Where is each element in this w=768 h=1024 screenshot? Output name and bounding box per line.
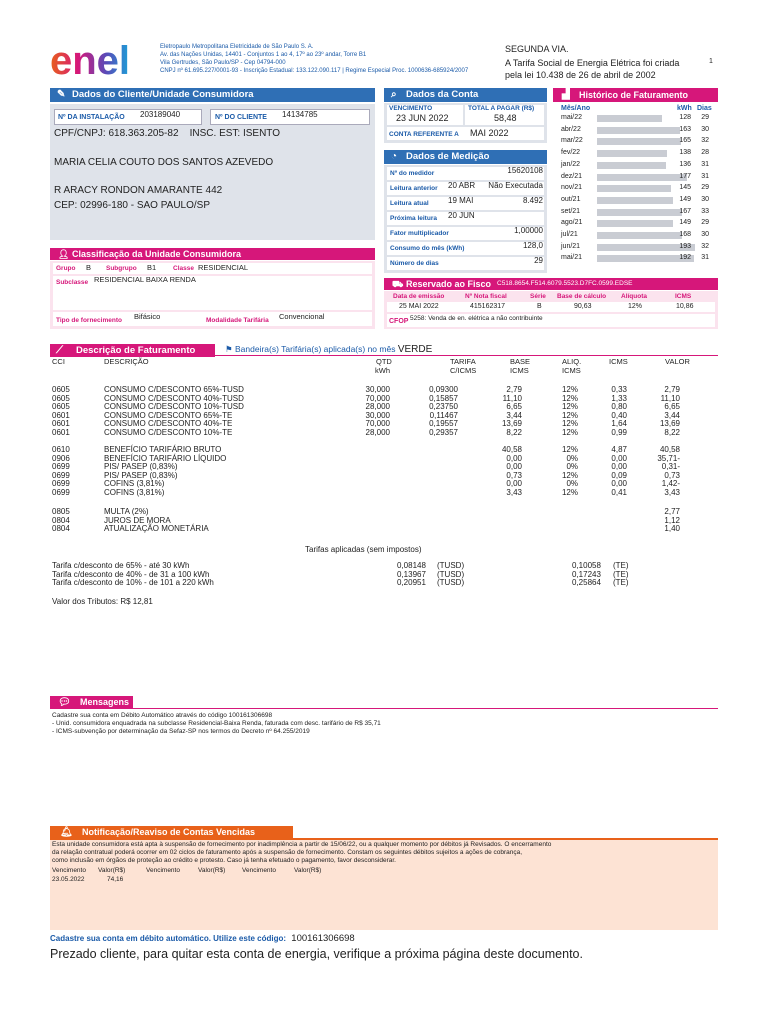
faturamento-cci: 0605 (52, 402, 70, 412)
tarifa-te: 0,10058 (572, 561, 601, 570)
faturamento-desc: MULTA (2%) (104, 507, 149, 516)
faturamento-base: 0,73 (506, 470, 522, 480)
instalacao-value: 203189040 (140, 110, 181, 119)
tarifa-social-note: A Tarifa Social de Energia Elétrica foi criada pela lei 10.438 de 26 de abril de 2002 (505, 58, 680, 80)
faturamento-valor: 0,31- (661, 462, 680, 472)
historico-header: ▟ Histórico de Faturamento (553, 88, 718, 102)
cliente-box (50, 104, 375, 240)
faturamento-icms: 0,80 (611, 402, 627, 412)
trend-icon: ⟋ (56, 345, 63, 356)
mensagens-divider (50, 708, 718, 709)
faturamento-icms: 0,09 (611, 470, 627, 480)
faturamento-cci: 0605 (52, 393, 70, 403)
faturamento-qtd: 28,000 (365, 402, 390, 412)
fisco-hash: C518.8654.F514.6079.5523.D7FC.0599.EDSE (497, 280, 633, 287)
tarifa-desc: Tarifa c/desconto de 10% - de 101 a 220 kWh (52, 578, 214, 588)
user-icon: 👤︎ (58, 249, 70, 259)
cliente-cep: CEP: 02996-180 - SAO PAULO/SP (54, 200, 211, 211)
historico-bar (597, 209, 682, 216)
historico-kwh: 177 (679, 172, 691, 180)
historico-dias: 30 (701, 125, 709, 133)
medicao-row: Consumo do mês (kWh) 128,0 (384, 240, 547, 255)
historico-mes: mar/22 (561, 137, 583, 145)
historico-bar (597, 197, 673, 204)
historico-bar (597, 232, 682, 239)
historico-row (561, 218, 721, 228)
historico-dias: 29 (701, 184, 709, 192)
search-icon: ⌕ (391, 89, 397, 100)
medicao-row: Leitura anterior 20 ABR Não Executada (384, 180, 547, 195)
historico-kwh: 165 (679, 137, 691, 145)
debito-automatico: Cadastre sua conta em débito automático. Utilize este código: 100161306698 (50, 933, 355, 944)
historico-dias: 32 (701, 242, 709, 250)
tarifa-tusd-label: (TUSD) (437, 569, 465, 579)
classificacao-box (50, 261, 375, 329)
medicao-row: Nº do medidor 15620108 (384, 165, 547, 180)
faturamento-tarifa: 0,11467 (429, 410, 458, 420)
faturamento-icms: 1,64 (611, 419, 627, 429)
company-line: Av. das Nações Unidas, 14401 - Conjuntos 1 ao 4, 17º ao 23º andar, Torre B1 (160, 52, 367, 58)
faturamento-cci: 0601 (52, 410, 70, 420)
historico-kwh: 168 (679, 231, 691, 238)
tarifa-te: 0,25864 (572, 578, 601, 588)
faturamento-desc: CONSUMO C/DESCONTO 65%-TUSD (104, 385, 244, 394)
faturamento-valor: 1,12 (664, 515, 680, 525)
faturamento-col-headers: CCI DESCRIÇÃO QTD kWh TARIFA C/ICMS BASE ICMS ALIQ. ICMS ICMS VALOR (52, 357, 690, 375)
medicao-header: ◔ Dados de Medição (384, 150, 547, 164)
faturamento-group-encargos (52, 508, 720, 534)
faturamento-desc: CONSUMO C/DESCONTO 10%-TE (104, 428, 233, 437)
historico-kwh: 149 (679, 195, 691, 203)
copy-label: SEGUNDA VIA. (505, 44, 569, 54)
historico-mes: mai/22 (561, 114, 583, 121)
historico-bar (597, 174, 687, 181)
company-line: CNPJ nº 61.695.227/0001-93 - Inscrição Estadual: 133.122.090.117 | Regime Especial Proc. 1000636-685924/2007 (160, 68, 469, 74)
historico-chart (561, 113, 721, 265)
faturamento-cci: 0699 (52, 470, 70, 480)
faturamento-qtd: 30,000 (365, 410, 390, 420)
faturamento-row (52, 403, 720, 411)
faturamento-aliq: 12% (561, 419, 578, 429)
historico-row (561, 148, 721, 158)
historico-dias: 32 (701, 137, 709, 145)
historico-row (561, 136, 721, 146)
fisco-box: Data de emissão Nº Nota fiscal Série Base de cálculo Alíquota ICMS 25 MAI 2022 415162317 B 90,63 12% 10,86 CFOP 5258: Venda de en. elétrica a não contribuinte (384, 291, 718, 329)
faturamento-valor: 2,77 (664, 507, 680, 516)
faturamento-group-tributos (52, 446, 720, 498)
debito-automatico-code: 100161306698 (291, 933, 355, 944)
faturamento-base: 8,22 (506, 428, 522, 437)
faturamento-cci: 0699 (52, 488, 70, 497)
fisco-header: ⛟ Reservado ao Fisco C518.8654.F514.6079.5523.D7FC.0599.EDSE (384, 278, 718, 290)
medicao-row: Leitura atual 19 MAI 8.492 (384, 195, 547, 210)
total-label: TOTAL A PAGAR (R$) (468, 105, 535, 112)
faturamento-base: 11,10 (502, 393, 522, 403)
historico-dias: 31 (701, 160, 709, 168)
referente-label: CONTA REFERENTE A (389, 131, 459, 138)
grupo-value: B (86, 263, 92, 272)
historico-row (561, 172, 721, 182)
historico-mes: jul/21 (561, 231, 578, 238)
faturamento-cci: 0699 (52, 479, 70, 489)
faturamento-aliq: 0% (566, 479, 578, 489)
faturamento-valor: 11,10 (660, 393, 680, 403)
cpf-line: CPF/CNPJ: 618.363.205-82 INSC. EST: ISENTO (54, 128, 281, 139)
historico-dias: 30 (701, 195, 709, 203)
historico-mes: abr/22 (561, 125, 581, 133)
faturamento-valor: 1,42- (661, 479, 680, 489)
historico-mes: jun/21 (561, 242, 581, 250)
tarifa-tusd: 0,08148 (397, 561, 426, 570)
subgrupo-label: Subgrupo (106, 265, 137, 272)
faturamento-tarifa: 0,15857 (429, 393, 458, 403)
fornecimento-value: Bifásico (134, 312, 161, 321)
mensagens-header: 💬︎ Mensagens (50, 696, 133, 709)
bar-chart-icon: ▟ (562, 89, 570, 100)
historico-kwh: 138 (679, 149, 691, 157)
historico-bar (597, 150, 667, 157)
faturamento-valor: 8,22 (664, 428, 680, 437)
cliente-value: 14134785 (282, 110, 318, 119)
tarifa-te-label: (TE) (613, 569, 629, 579)
faturamento-desc: JUROS DE MORA (104, 515, 171, 525)
historico-row (561, 183, 721, 193)
historico-mes: mai/21 (561, 254, 583, 262)
historico-kwh: 128 (679, 114, 691, 121)
faturamento-desc: BENEFÍCIO TARIFÁRIO BRUTO (104, 445, 222, 454)
medicao-row: Número de dias 29 (384, 255, 547, 270)
faturamento-desc: PIS/ PASEP (0,83%) (104, 462, 178, 472)
historico-mes: dez/21 (561, 172, 583, 180)
faturamento-icms: 0,00 (611, 453, 627, 463)
vencimento-label: VENCIMENTO (389, 105, 433, 112)
faturamento-tarifa: 0,29357 (429, 428, 458, 437)
faturamento-group-consumo (52, 386, 720, 438)
faturamento-desc: CONSUMO C/DESCONTO 10%-TUSD (104, 402, 244, 412)
faturamento-header: ⟋ Descrição de Faturamento (50, 344, 215, 357)
historico-bar (597, 185, 671, 192)
historico-kwh: 167 (679, 207, 691, 215)
faturamento-valor: 35,71- (657, 453, 680, 463)
faturamento-row (52, 508, 720, 516)
tarifa-desc: Tarifa c/desconto de 65% - até 30 kWh (52, 561, 190, 570)
mensagens-text: Cadastre sua conta em Débito Automático através do código 100161306698 - Unid. consumidora enquadrada na subclasse Residencial-Baixa Renda, faturada com desc. tarifário de R$ 35,71 - ICMS-subvenção por determinação da Sefaz-SP nos termos do Decreto nº 64.255/2019 (52, 712, 381, 735)
tarifa-tusd-label: (TUSD) (437, 561, 465, 570)
faturamento-cci: 0699 (52, 462, 70, 472)
faturamento-valor: 1,40 (664, 524, 680, 534)
historico-bar (597, 220, 673, 227)
faturamento-base: 2,79 (506, 385, 522, 394)
faturamento-base: 0,00 (506, 462, 522, 472)
faturamento-valor: 40,58 (659, 445, 680, 454)
modalidade-value: Convencional (279, 312, 325, 321)
faturamento-desc: ATUALIZAÇÃO MONETÁRIA (104, 524, 209, 534)
historico-kwh: 163 (679, 125, 691, 133)
faturamento-aliq: 12% (561, 470, 578, 480)
faturamento-cci: 0906 (52, 453, 70, 463)
faturamento-base: 3,44 (506, 410, 522, 420)
faturamento-base: 3,43 (506, 488, 522, 497)
fornecimento-label: Tipo de fornecimento (56, 317, 122, 324)
page-number: 1 (709, 58, 713, 65)
conta-box (384, 103, 547, 143)
faturamento-aliq: 12% (561, 488, 578, 497)
company-line: Vila Gertrudes, São Paulo/SP - Cep 04794-000 (160, 60, 286, 66)
faturamento-aliq: 12% (561, 428, 578, 437)
faturamento-row (52, 429, 720, 437)
historico-dias: 33 (701, 207, 709, 215)
historico-mes: fev/22 (561, 149, 581, 157)
historico-dias: 29 (701, 114, 709, 121)
cart-icon: ⛟ (392, 279, 404, 289)
historico-kwh: 149 (679, 219, 691, 227)
faturamento-row (52, 525, 720, 533)
company-info (160, 43, 505, 75)
historico-kwh: 192 (679, 254, 691, 262)
notificacao-header: 🔔︎ Notificação/Reaviso de Contas Vencidas (50, 826, 293, 839)
historico-bar (597, 127, 680, 134)
faturamento-desc: CONSUMO C/DESCONTO 40%-TUSD (104, 393, 244, 403)
faturamento-icms: 0,00 (611, 479, 627, 489)
bell-icon: 🔔︎ (60, 827, 73, 838)
faturamento-row (52, 463, 720, 471)
historico-dias: 29 (701, 219, 709, 227)
historico-dias: 31 (701, 254, 709, 262)
referente-value: MAI 2022 (470, 128, 509, 138)
historico-row (561, 230, 721, 240)
aviso-proxima-pagina: Prezado cliente, para quitar esta conta de energia, verifique a próxima página deste documento. (50, 947, 583, 961)
faturamento-cci: 0601 (52, 428, 70, 437)
historico-mes: out/21 (561, 195, 581, 203)
tarifa-tusd: 0,20951 (397, 578, 426, 588)
faturamento-qtd: 70,000 (365, 393, 390, 403)
subclasse-value: RESIDENCIAL BAIXA RENDA (94, 275, 196, 284)
historico-mes: nov/21 (561, 184, 583, 192)
bandeira-info: ⚑ Bandeira(s) Tarifária(s) aplicada(s) no mês VERDE (225, 344, 433, 355)
historico-row (561, 242, 721, 252)
faturamento-base: 40,58 (501, 445, 522, 454)
pencil-icon: ✎ (57, 89, 66, 100)
bandeira-value: VERDE (397, 344, 433, 355)
faturamento-icms: 0,00 (611, 462, 627, 472)
classificacao-header: 👤︎ Classificação da Unidade Consumidora (50, 248, 375, 260)
clock-icon: ◔ (391, 151, 398, 162)
faturamento-desc: CONSUMO C/DESCONTO 40%-TE (104, 419, 233, 429)
total-value: 58,48 (494, 113, 517, 123)
faturamento-desc: BENEFÍCIO TARIFÁRIO LÍQUIDO (104, 453, 227, 463)
faturamento-icms: 0,41 (611, 488, 627, 497)
cliente-endereco: R ARACY RONDON AMARANTE 442 (54, 185, 223, 196)
faturamento-qtd: 28,000 (365, 428, 390, 437)
faturamento-base: 0,00 (506, 479, 522, 489)
subgrupo-value: B1 (147, 263, 157, 272)
conta-header: ⌕ Dados da Conta (384, 88, 547, 102)
faturamento-aliq: 12% (561, 393, 578, 403)
faturamento-aliq: 0% (566, 462, 578, 472)
faturamento-cci: 0610 (52, 445, 70, 454)
tarifa-row (52, 579, 720, 587)
tarifa-tusd-label: (TUSD) (437, 578, 465, 588)
faturamento-qtd: 70,000 (365, 419, 390, 429)
tarifa-te-label: (TE) (613, 561, 629, 570)
faturamento-valor: 6,65 (664, 402, 680, 412)
historico-dias: 31 (701, 172, 709, 180)
faturamento-row (52, 386, 720, 394)
faturamento-qtd: 30,000 (365, 385, 390, 394)
tarifa-tusd: 0,13967 (397, 569, 426, 579)
historico-row (561, 113, 721, 123)
tarifa-row (52, 562, 720, 570)
company-line: Eletropaulo Metropolitana Eletricidade de São Paulo S. A. (160, 44, 314, 50)
faturamento-valor: 2,79 (664, 385, 680, 394)
instalacao-label: Nº DA INSTALAÇÃO (58, 114, 125, 121)
vencimento-value: 23 JUN 2022 (396, 113, 449, 123)
faturamento-aliq: 12% (561, 445, 578, 454)
faturamento-aliq: 0% (566, 453, 578, 463)
faturamento-icms: 4,87 (611, 445, 627, 454)
faturamento-valor: 13,69 (659, 419, 680, 429)
tarifas-title: Tarifas aplicadas (sem impostos) (305, 545, 422, 554)
subclasse-label: Subclasse (56, 279, 89, 286)
faturamento-row (52, 446, 720, 454)
historico-dias: 30 (701, 231, 709, 238)
faturamento-tarifa: 0,09300 (429, 385, 458, 394)
faturamento-icms: 0,33 (611, 385, 627, 394)
historico-row (561, 253, 721, 263)
faturamento-aliq: 12% (561, 402, 578, 412)
faturamento-icms: 0,99 (611, 428, 627, 437)
faturamento-desc: COFINS (3,81%) (104, 488, 165, 497)
cfop-label: CFOP (389, 318, 409, 325)
faturamento-desc: COFINS (3,81%) (104, 479, 165, 489)
faturamento-valor: 3,44 (664, 410, 680, 420)
historico-mes: set/21 (561, 207, 581, 215)
historico-dias: 28 (701, 149, 709, 157)
historico-row (561, 125, 721, 135)
enel-logo (50, 40, 142, 80)
medicao-row: Fator multiplicador 1,00000 (384, 225, 547, 240)
historico-row (561, 160, 721, 170)
grupo-label: Grupo (56, 265, 76, 272)
medicao-row: Próxima leitura 20 JUN (384, 210, 547, 225)
historico-bar (597, 115, 662, 122)
cfop-value: 5258: Venda de en. elétrica a não contribuinte (410, 315, 543, 322)
svg-text:enel: enel (50, 40, 131, 80)
historico-kwh: 145 (679, 184, 691, 192)
cliente-label: Nº DO CLIENTE (215, 114, 267, 121)
historico-bar (597, 162, 666, 169)
classe-value: RESIDENCIAL (198, 263, 249, 272)
faturamento-valor: 0,73 (664, 470, 680, 480)
faturamento-cci: 0804 (52, 524, 70, 534)
tarifa-te: 0,17243 (572, 569, 601, 579)
historico-row (561, 207, 721, 217)
classe-label: Classe (173, 265, 194, 272)
historico-row (561, 195, 721, 205)
cliente-header: ✎ Dados do Cliente/Unidade Consumidora (50, 88, 375, 102)
faturamento-desc: CONSUMO C/DESCONTO 65%-TE (104, 410, 233, 420)
faturamento-cci: 0805 (52, 507, 70, 516)
faturamento-tarifa: 0,19557 (429, 419, 458, 429)
faturamento-aliq: 12% (561, 385, 578, 394)
medicao-box (384, 165, 547, 273)
historico-kwh: 193 (679, 242, 691, 250)
faturamento-cci: 0804 (52, 515, 70, 525)
tributos-total: Valor dos Tributos: R$ 12,81 (52, 597, 153, 606)
faturamento-base: 0,00 (506, 453, 522, 463)
faturamento-cci: 0605 (52, 385, 70, 394)
faturamento-base: 13,69 (501, 419, 522, 429)
faturamento-valor: 3,43 (664, 488, 680, 497)
faturamento-icms: 0,40 (611, 410, 627, 420)
historico-mes: ago/21 (561, 219, 583, 227)
faturamento-icms: 1,33 (611, 393, 627, 403)
chat-bubble-icon: 💬︎ (58, 697, 71, 708)
cliente-nome: MARIA CELIA COUTO DOS SANTOS AZEVEDO (54, 157, 274, 168)
notificacao-text: Esta unidade consumidora está apta à suspensão de fornecimento por inadimplência a partir de 15/06/22, ou a qualquer momento por débitos já Revisados. O encerramento da relação contratual poderá ocorrer em 02 ciclos de faturamento após a suspensão de fornecimento. Constam os seguintes débitos sujeitos a ações de cobrança, como inclusão em órgãos de proteção ao crédito e protesto. Caso já tenha efetuado o pagamento, favor desconsiderar. (52, 841, 552, 864)
flag-icon: ⚑ (225, 344, 233, 354)
historico-mes: jan/22 (561, 160, 581, 168)
historico-kwh: 136 (679, 160, 691, 168)
modalidade-label: Modalidade Tarifária (206, 317, 269, 324)
historico-bar (597, 138, 681, 145)
tarifas-table (52, 562, 720, 588)
faturamento-base: 6,65 (506, 402, 522, 412)
tarifa-te-label: (TE) (613, 578, 629, 588)
faturamento-cci: 0601 (52, 419, 70, 429)
faturamento-desc: PIS/ PASEP (0,83%) (104, 470, 178, 480)
faturamento-row (52, 489, 720, 497)
tarifa-desc: Tarifa c/desconto de 40% - de 31 a 100 kWh (52, 569, 210, 579)
faturamento-tarifa: 0,23750 (429, 402, 458, 412)
faturamento-aliq: 12% (561, 410, 578, 420)
